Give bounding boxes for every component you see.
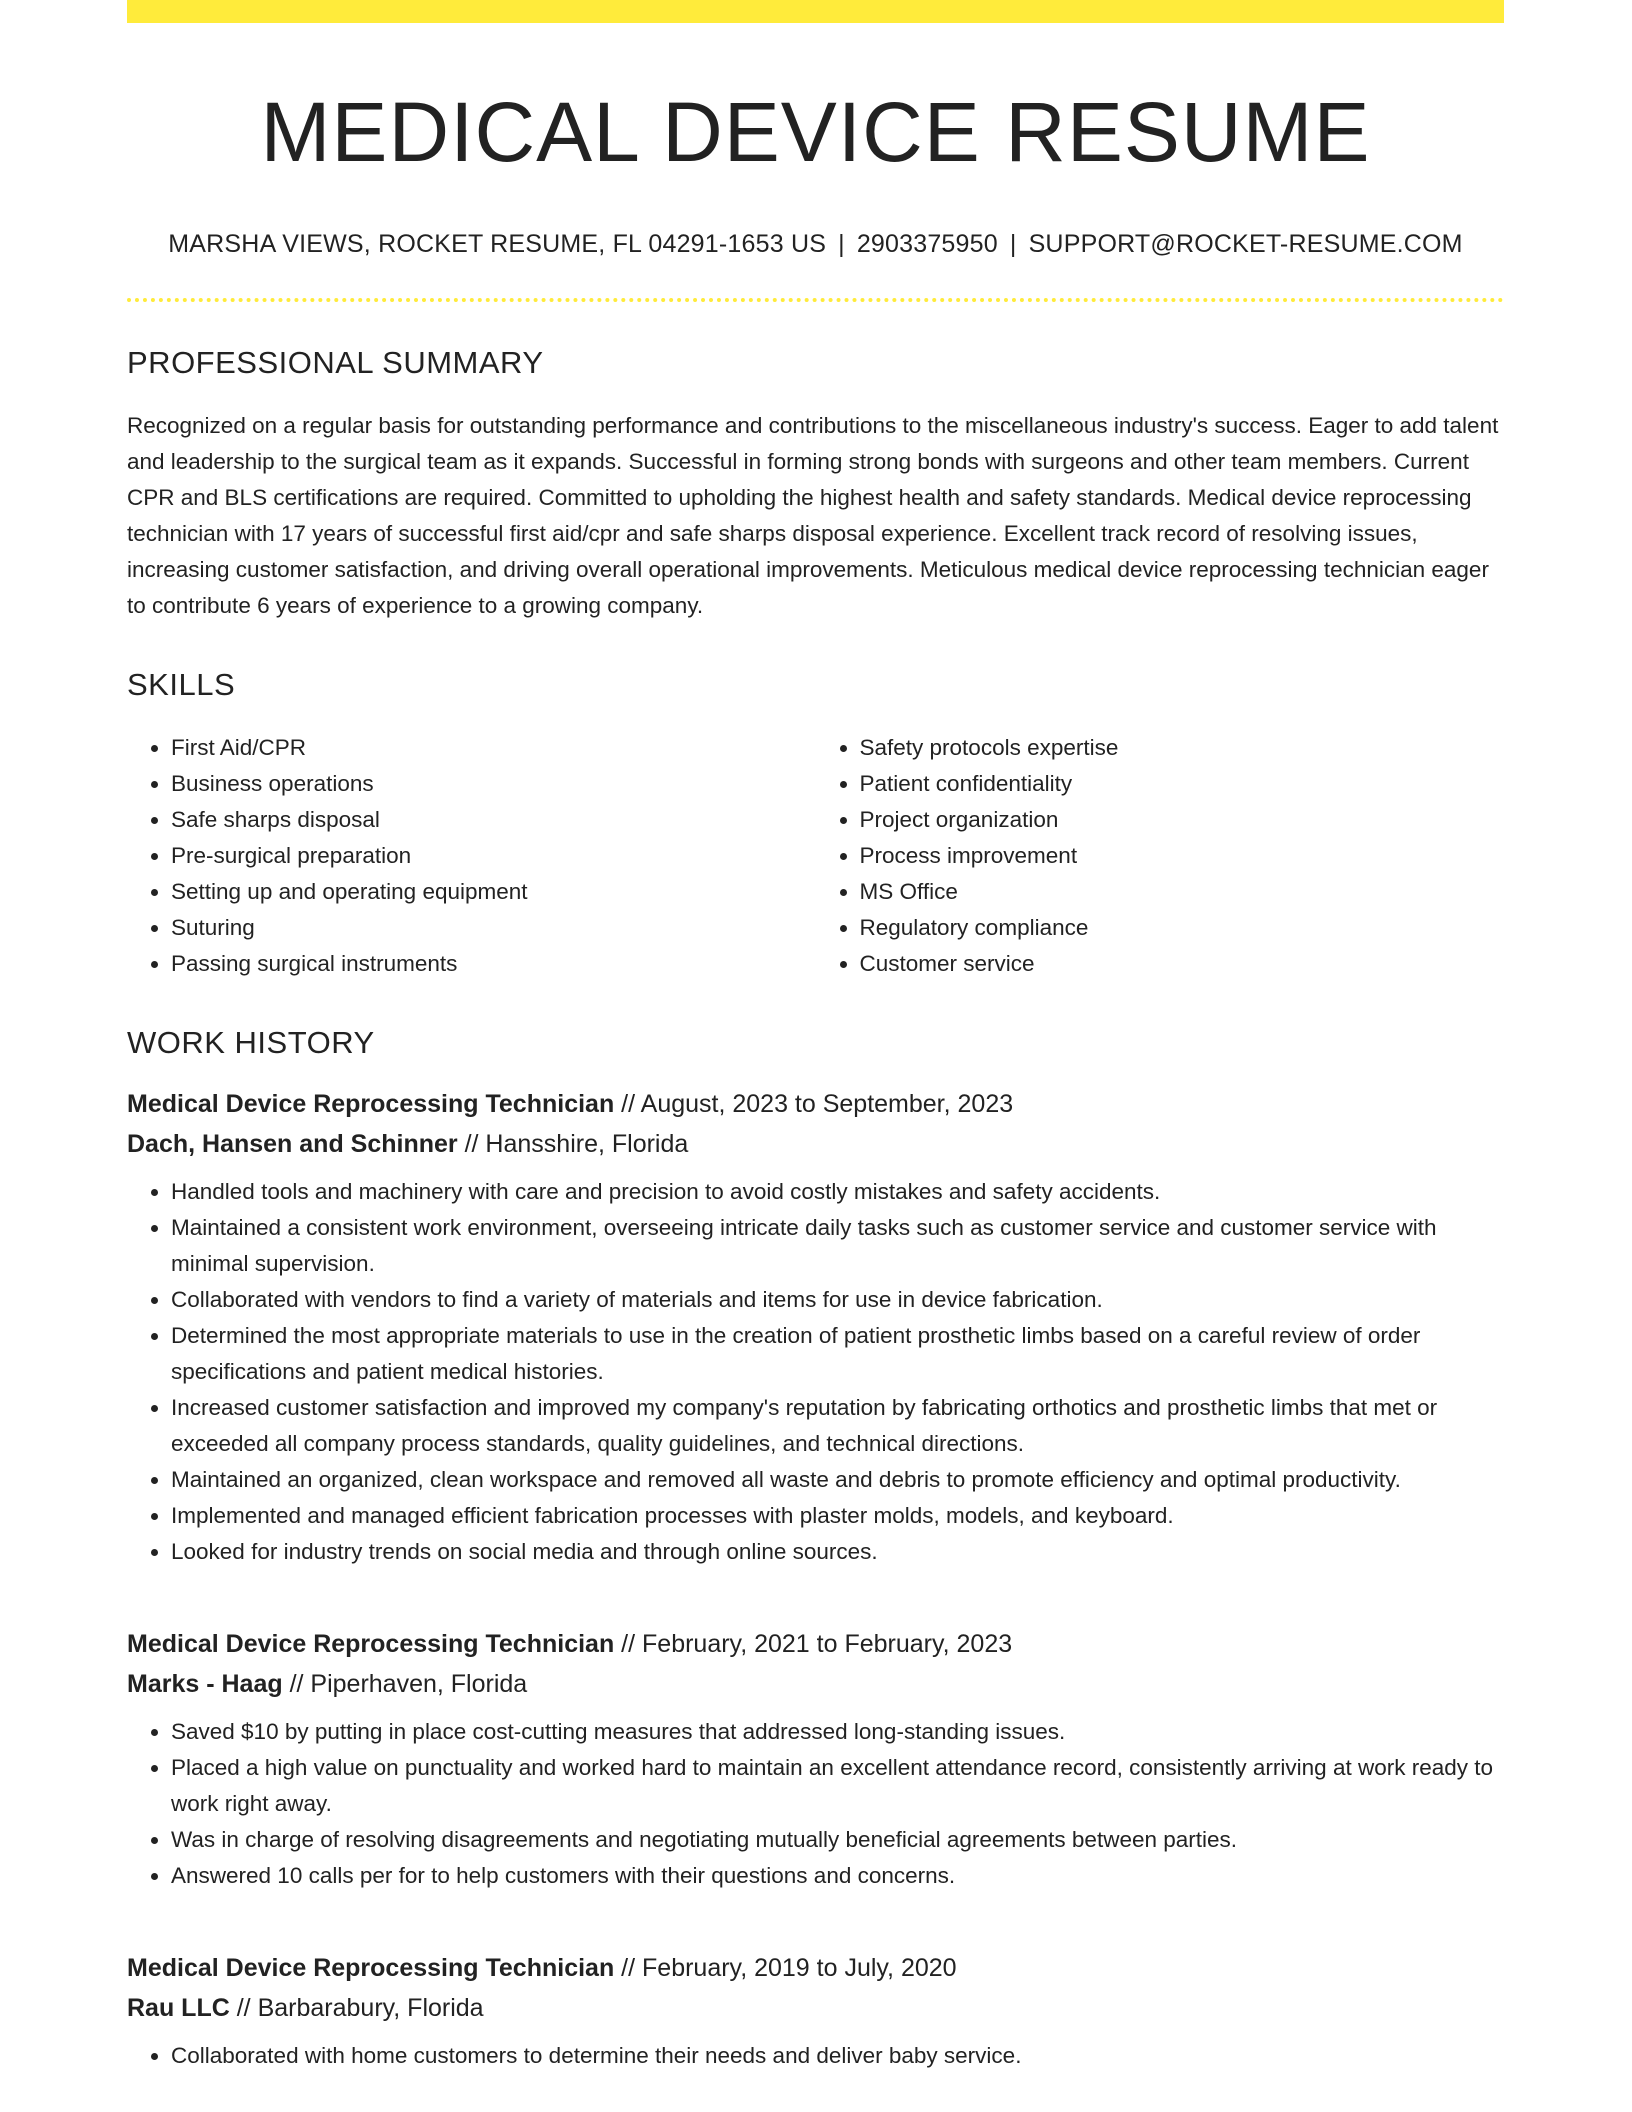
job-entry [127,1084,1504,1570]
job-title-line [127,1948,1504,1988]
skill-item: • Pre-surgical preparation [171,838,816,874]
job-bullet: • Increased customer satisfaction and improved my company's reputation by fabricating orthotics and prosthetic limbs that met or exceeded all company process standards, quality guidelines, and technical directions. [171,1390,1504,1462]
skill-item: • MS Office [860,874,1505,910]
skill-item: • Regulatory compliance [860,910,1505,946]
job-role: Medical Device Reprocessing Technician [127,1090,615,1118]
job-bullet: • Placed a high value on punctuality and worked hard to maintain an excellent attendance record, consistently arriving at work ready to work right away. [171,1750,1504,1822]
job-dates: // February, 2019 to July, 2020 [614,1954,957,1982]
job-bullet: • Handled tools and machinery with care and precision to avoid costly mistakes and safety accidents. [171,1174,1504,1210]
job-dates: // February, 2021 to February, 2023 [614,1630,1013,1658]
job-role: Medical Device Reprocessing Technician [127,1954,615,1982]
job-entry [127,1948,1504,2074]
skill-item: • Safe sharps disposal [171,802,816,838]
summary-heading: PROFESSIONAL SUMMARY [127,345,544,380]
job-dates: // August, 2023 to September, 2023 [614,1090,1014,1118]
contact-line [127,228,1504,260]
job-bullet: • Collaborated with vendors to find a variety of materials and items for use in device fabrication. [171,1282,1504,1318]
skill-item: • First Aid/CPR [171,730,816,766]
job-title-line [127,1084,1504,1124]
job-bullet: • Maintained an organized, clean workspace and removed all waste and debris to promote efficiency and optimal productivity. [171,1462,1504,1498]
job-location: // Piperhaven, Florida [282,1670,528,1698]
skill-item: • Setting up and operating equipment [171,874,816,910]
skill-item: • Customer service [860,946,1505,982]
job-bullet: • Collaborated with home customers to determine their needs and deliver baby service. [171,2038,1504,2074]
contact-address: MARSHA VIEWS, ROCKET RESUME, FL 04291-1653 US [168,230,827,258]
contact-separator: | [838,230,845,258]
job-bullet: • Looked for industry trends on social media and through online sources. [171,1534,1504,1570]
job-bullets [127,2038,1504,2074]
skill-item: • Process improvement [860,838,1505,874]
job-location: // Barbarabury, Florida [229,1994,484,2022]
job-bullet: • Implemented and managed efficient fabrication processes with plaster molds, models, and keyboard. [171,1498,1504,1534]
summary-text: Recognized on a regular basis for outstanding performance and contributions to the miscellaneous industry's success. Eager to add talent and leadership to the surgical team as it expands. Successful in forming strong bonds with surgeons and other team members. Current CPR and BLS certifications are required. Committed to upholding the highest health and safety standards. Medical device reprocessing technician with 17 years of successful first aid/cpr and safe sharps disposal experience. Excellent track record of resolving issues, increasing customer satisfaction, and driving overall operational improvements. Meticulous medical device reprocessing technician eager to contribute 6 years of experience to a growing company. [127,413,1499,618]
skill-item: • Project organization [860,802,1505,838]
contact-separator: | [1009,230,1017,258]
job-bullet: • Maintained a consistent work environment, overseeing intricate daily tasks such as customer service and customer service with minimal supervision. [171,1210,1504,1282]
job-location: // Hansshire, Florida [457,1130,689,1158]
job-entry [127,1624,1504,1894]
contact-phone: 2903375950 [856,230,998,258]
contact-email: SUPPORT@ROCKET-RESUME.COM [1028,230,1463,258]
job-role: Medical Device Reprocessing Technician [127,1630,615,1658]
job-title-line [127,1624,1504,1664]
skills-columns [127,730,1504,982]
resume-title: MEDICAL DEVICE RESUME [260,85,1371,179]
skill-item: • Safety protocols expertise [860,730,1505,766]
dotted-divider [127,298,1504,302]
skills-heading: SKILLS [127,667,236,702]
skills-left-list [127,730,816,982]
job-bullets [127,1174,1504,1570]
job-bullet: • Determined the most appropriate materials to use in the creation of patient prosthetic limbs based on a careful review of order specifications and patient medical histories. [171,1318,1504,1390]
skill-item: • Patient confidentiality [860,766,1505,802]
job-bullet: • Was in charge of resolving disagreements and negotiating mutually beneficial agreements between parties. [171,1822,1504,1858]
work-history-heading: WORK HISTORY [127,1025,375,1060]
skills-right-list [816,730,1505,982]
skill-item: • Business operations [171,766,816,802]
job-bullet: • Answered 10 calls per for to help customers with their questions and concerns. [171,1858,1504,1894]
job-company-line [127,1124,1504,1164]
job-company-line [127,1664,1504,1704]
resume-content [127,0,1504,2074]
skill-item: • Passing surgical instruments [171,946,816,982]
job-company-line [127,1988,1504,2028]
job-company: Rau LLC [127,1994,230,2022]
job-bullet: • Saved $10 by putting in place cost-cutting measures that addressed long-standing issues. [171,1714,1504,1750]
job-bullets [127,1714,1504,1894]
job-company: Dach, Hansen and Schinner [127,1130,458,1158]
skill-item: • Suturing [171,910,816,946]
job-company: Marks - Haag [127,1670,283,1698]
